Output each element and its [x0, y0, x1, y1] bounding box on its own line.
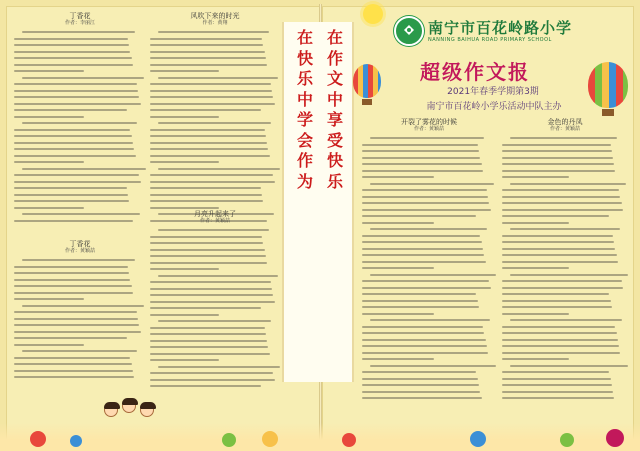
article-col-6	[502, 118, 628, 404]
article-author: 作者：黄颖喆	[64, 248, 95, 254]
hot-air-balloon-icon	[588, 62, 628, 108]
candy-icon	[342, 433, 356, 447]
school-english-name: NANNING BAIHUA ROAD PRIMARY SCHOOL	[428, 37, 552, 43]
article-body	[14, 257, 146, 381]
sponsor-line: 南宁市百花岭小学乐活动中队主办	[426, 102, 562, 112]
article-title: 丁香花	[69, 240, 91, 248]
article-title: 开裂了雾花的时候	[401, 118, 457, 126]
candy-icon	[262, 431, 278, 447]
article-title: 月亮升起来了	[194, 210, 236, 218]
article-body	[14, 29, 146, 224]
article-body	[150, 227, 280, 390]
text-line	[14, 374, 146, 381]
candy-icon	[222, 433, 236, 447]
school-badge-icon	[394, 16, 424, 46]
article-col-4	[150, 210, 280, 400]
article-author: 作者：黄翔	[202, 20, 228, 26]
slogan-right: 在 作 文 中 享 受 快 乐	[326, 28, 343, 191]
article-author: 作者：李丽江	[64, 20, 95, 26]
article-title: 风吹下来的时光	[190, 12, 240, 20]
article-author: 作者：黄颖喆	[413, 126, 444, 132]
article-title: 金色的丹凤	[547, 118, 583, 126]
slogan-banner	[282, 22, 354, 382]
article-author: 作者：黄颖喆	[199, 218, 230, 224]
candy-icon	[560, 433, 574, 447]
text-line	[14, 218, 146, 225]
slogan-left: 在 快 乐 中 学 会 作 为	[296, 28, 313, 191]
candy-icon	[470, 431, 486, 447]
newspaper-title: 超级作文报	[420, 60, 530, 84]
text-line	[502, 395, 628, 402]
child-icon	[122, 399, 136, 413]
article-col-1	[14, 12, 146, 238]
school-name: 南宁市百花岭路小学	[428, 19, 573, 37]
candy-icon	[70, 435, 82, 447]
issue-number: 2021年春季学期第3期	[447, 87, 539, 97]
balloon-basket-icon	[362, 99, 372, 105]
article-body	[362, 135, 496, 402]
sun-icon	[363, 4, 383, 24]
hot-air-balloon-icon	[353, 64, 381, 98]
child-icon	[104, 403, 118, 417]
article-title: 丁香花	[69, 12, 91, 20]
article-body	[150, 29, 280, 224]
article-col-3	[14, 240, 146, 390]
candy-icon	[606, 429, 624, 447]
article-body	[502, 135, 628, 402]
article-col-2	[150, 12, 280, 238]
balloon-basket-icon	[602, 109, 614, 116]
text-line	[362, 395, 496, 402]
article-col-5	[362, 118, 496, 404]
article-author: 作者：黄颖喆	[549, 126, 580, 132]
child-icon	[140, 403, 154, 417]
text-line	[150, 383, 280, 390]
candy-icon	[30, 431, 46, 447]
bottom-decoration	[0, 423, 640, 451]
